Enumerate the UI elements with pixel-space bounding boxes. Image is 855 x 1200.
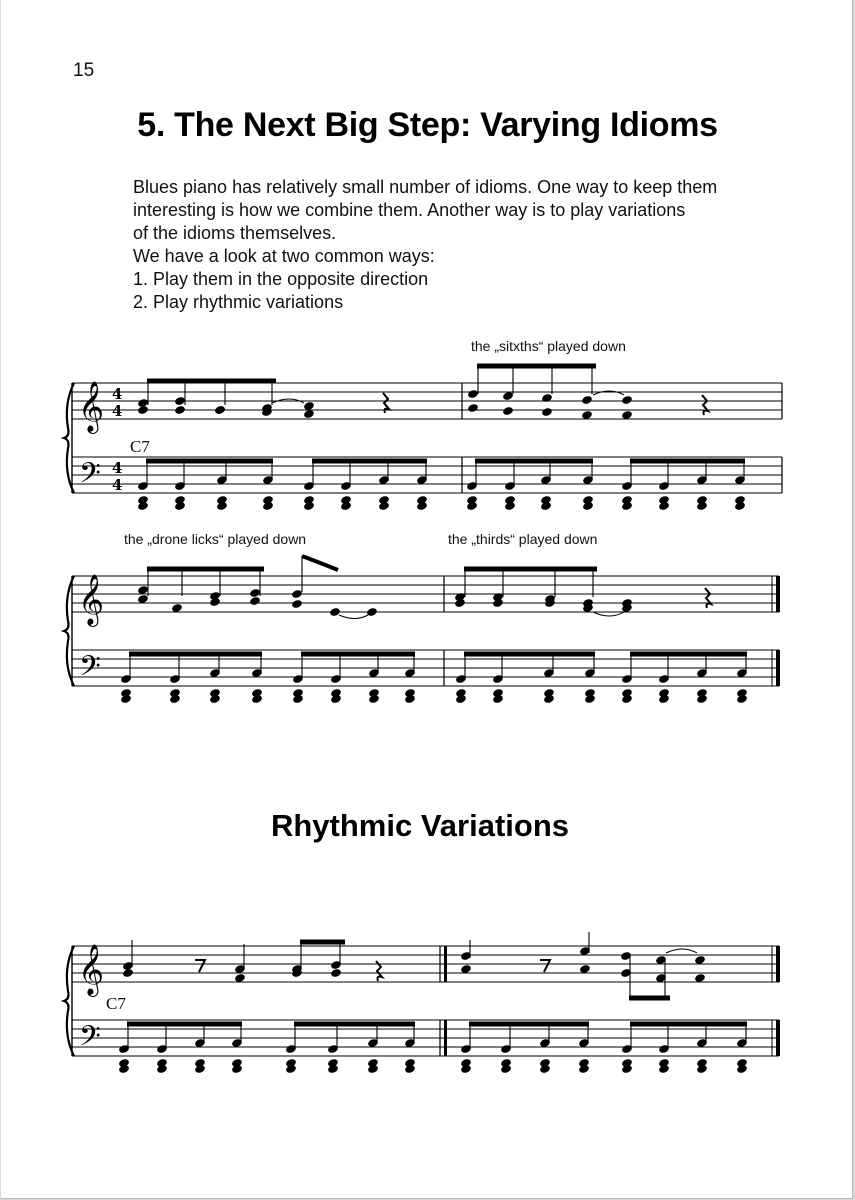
intro-line: interesting is how we combine them. Another way is to play variations — [133, 200, 686, 220]
intro-line: We have a look at two common ways: — [133, 246, 435, 266]
treble-clef: 𝄞 — [78, 574, 105, 625]
notehead — [541, 407, 553, 417]
beam — [129, 652, 262, 657]
bass-clef: 𝄢 — [79, 1020, 101, 1060]
repeat-barline — [444, 946, 447, 982]
beam — [300, 940, 345, 945]
beam — [629, 996, 670, 1001]
notehead — [214, 405, 226, 415]
beam — [312, 459, 427, 464]
notehead — [249, 588, 261, 598]
score-systems — [64, 364, 782, 1075]
section-title: Rhythmic Variations — [270, 808, 570, 843]
beam — [464, 567, 597, 572]
beam — [147, 567, 264, 572]
quarter-rest — [705, 588, 711, 608]
final-barline — [776, 1020, 780, 1056]
notehead — [541, 393, 553, 403]
notehead — [581, 395, 593, 405]
notehead — [291, 589, 303, 599]
beam — [127, 1022, 242, 1027]
chapter-title: 5. The Next Big Step: Varying Idioms — [137, 106, 718, 144]
chord-symbol: C7 — [130, 437, 150, 456]
eighth-rest — [540, 960, 550, 972]
treble-clef: 𝄞 — [78, 944, 105, 995]
beam — [630, 652, 747, 657]
beam — [301, 652, 415, 657]
notehead — [621, 395, 633, 405]
time-signature-bottom: 4 — [112, 476, 123, 494]
eighth-rest — [195, 960, 205, 972]
beam — [469, 1022, 589, 1027]
beam — [147, 379, 276, 384]
quarter-rest — [702, 395, 708, 415]
notehead — [174, 396, 186, 406]
notehead — [330, 968, 342, 978]
notehead — [467, 403, 479, 413]
beam — [630, 459, 745, 464]
notehead — [249, 596, 261, 606]
notehead — [174, 405, 186, 415]
time-signature-bottom: 4 — [112, 459, 123, 477]
beam — [630, 1022, 747, 1027]
annotation-drone-licks-down: the „drone licks“ played down — [124, 531, 307, 547]
repeat-barline — [444, 1020, 447, 1056]
list-item: 2. Play rhythmic variations — [133, 292, 344, 312]
final-barline — [776, 946, 780, 982]
time-signature-top: 4 — [112, 385, 123, 403]
beam — [294, 1022, 415, 1027]
intro-line: Blues piano has relatively small number of idioms. One way to keep them — [133, 177, 718, 197]
chord-symbol: C7 — [106, 994, 126, 1013]
intro-line: of the idioms themselves. — [133, 223, 337, 243]
notehead — [467, 389, 479, 399]
tie — [593, 612, 624, 616]
notehead — [502, 406, 514, 416]
final-barline — [776, 650, 780, 686]
beam — [477, 364, 596, 369]
tie — [666, 949, 697, 953]
bass-clef: 𝄢 — [79, 650, 101, 690]
beam — [475, 459, 593, 464]
time-signature-top: 4 — [112, 402, 123, 420]
annotation-sixths-down: the „sitxths“ played down — [471, 338, 626, 354]
annotation-thirds-down: the „thirds“ played down — [448, 531, 598, 547]
notehead — [291, 599, 303, 609]
treble-clef: 𝄞 — [78, 381, 105, 432]
beam — [464, 652, 595, 657]
beam — [302, 556, 338, 570]
list-item: 1. Play them in the opposite direction — [133, 269, 429, 289]
notehead — [137, 398, 149, 408]
final-barline — [776, 576, 780, 612]
beam — [146, 459, 273, 464]
page-number: 15 — [73, 60, 95, 81]
bass-clef: 𝄢 — [79, 457, 101, 497]
tie — [339, 615, 368, 619]
